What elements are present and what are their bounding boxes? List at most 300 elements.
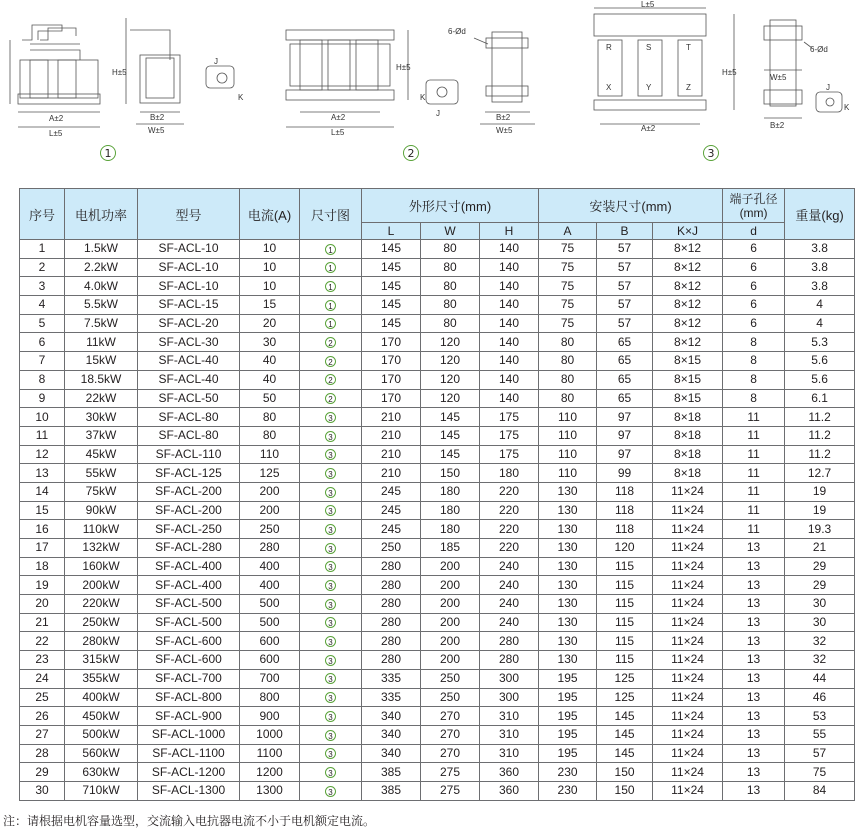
cell-L: 210 <box>362 408 421 427</box>
header-current: 电流(A) <box>240 189 300 240</box>
cell-power: 15kW <box>65 352 138 371</box>
cell-KxJ: 11×24 <box>653 744 723 763</box>
cell-B: 120 <box>597 539 653 558</box>
cell-d: 11 <box>723 426 785 445</box>
cell-weight: 21 <box>785 539 855 558</box>
cell-current: 40 <box>240 352 300 371</box>
cell-H: 360 <box>480 763 539 782</box>
cell-A: 80 <box>539 333 597 352</box>
cell-W: 150 <box>421 464 480 483</box>
cell-weight: 12.7 <box>785 464 855 483</box>
cell-H: 180 <box>480 464 539 483</box>
cell-d: 8 <box>723 333 785 352</box>
cell-KxJ: 11×24 <box>653 781 723 800</box>
cell-power: 75kW <box>65 482 138 501</box>
cell-d: 13 <box>723 781 785 800</box>
cell-power: 37kW <box>65 426 138 445</box>
cell-A: 75 <box>539 296 597 315</box>
dim-W-1: W±5 <box>148 126 165 135</box>
cell-power: 7.5kW <box>65 314 138 333</box>
cell-seq: 2 <box>20 258 65 277</box>
cell-power: 2.2kW <box>65 258 138 277</box>
cell-KxJ: 11×24 <box>653 576 723 595</box>
cell-seq: 7 <box>20 352 65 371</box>
dimension-drawings <box>0 0 859 170</box>
cell-seq: 30 <box>20 781 65 800</box>
header-weight: 重量(kg) <box>785 189 855 240</box>
cell-W: 250 <box>421 669 480 688</box>
dim-K-1: K <box>238 93 244 102</box>
dim-K-2: K <box>420 93 426 102</box>
cell-A: 230 <box>539 763 597 782</box>
cell-B: 115 <box>597 557 653 576</box>
cell-power: 400kW <box>65 688 138 707</box>
cell-current: 250 <box>240 520 300 539</box>
cell-KxJ: 11×24 <box>653 632 723 651</box>
cell-H: 140 <box>480 370 539 389</box>
drawing-ref-badge: 3 <box>325 543 336 554</box>
cell-drawing <box>300 445 362 464</box>
cell-B: 118 <box>597 482 653 501</box>
cell-current: 280 <box>240 539 300 558</box>
cell-d: 6 <box>723 240 785 259</box>
cell-current: 15 <box>240 296 300 315</box>
cell-B: 118 <box>597 520 653 539</box>
hole-label-2: 6-Ød <box>448 27 466 36</box>
cell-B: 65 <box>597 352 653 371</box>
cell-KxJ: 8×12 <box>653 314 723 333</box>
drawing-ref-badge: 3 <box>325 786 336 797</box>
cell-model: SF-ACL-10 <box>138 240 240 259</box>
cell-KxJ: 11×24 <box>653 688 723 707</box>
cell-model: SF-ACL-1300 <box>138 781 240 800</box>
drawing-ref-badge: 3 <box>325 748 336 759</box>
cell-current: 80 <box>240 408 300 427</box>
cell-model: SF-ACL-900 <box>138 707 240 726</box>
cell-weight: 19 <box>785 501 855 520</box>
cell-d: 13 <box>723 557 785 576</box>
cell-current: 80 <box>240 426 300 445</box>
drawing-ref-badge: 3 <box>325 636 336 647</box>
cell-H: 175 <box>480 408 539 427</box>
cell-W: 200 <box>421 632 480 651</box>
cell-W: 270 <box>421 744 480 763</box>
cell-weight: 32 <box>785 632 855 651</box>
cell-d: 6 <box>723 277 785 296</box>
cell-H: 300 <box>480 688 539 707</box>
cell-H: 140 <box>480 240 539 259</box>
cell-L: 145 <box>362 314 421 333</box>
cell-W: 200 <box>421 651 480 670</box>
cell-drawing <box>300 632 362 651</box>
drawing-ref-badge: 2 <box>325 356 336 367</box>
cell-KxJ: 11×24 <box>653 539 723 558</box>
dim-J-2: J <box>436 109 440 118</box>
cell-weight: 4 <box>785 296 855 315</box>
cell-seq: 21 <box>20 613 65 632</box>
cell-seq: 27 <box>20 725 65 744</box>
cell-L: 170 <box>362 333 421 352</box>
cell-d: 6 <box>723 314 785 333</box>
drawing-ref-badge: 2 <box>325 337 336 348</box>
cell-power: 90kW <box>65 501 138 520</box>
cell-H: 175 <box>480 445 539 464</box>
table-row <box>20 595 855 614</box>
table-row <box>20 370 855 389</box>
cell-L: 210 <box>362 426 421 445</box>
cell-seq: 13 <box>20 464 65 483</box>
cell-weight: 3.8 <box>785 240 855 259</box>
table-row <box>20 688 855 707</box>
cell-A: 80 <box>539 370 597 389</box>
cell-power: 500kW <box>65 725 138 744</box>
drawing-ref-badge: 3 <box>325 449 336 460</box>
drawing-1-side-view <box>112 18 244 135</box>
cell-drawing <box>300 370 362 389</box>
cell-current: 400 <box>240 557 300 576</box>
dim-L-3: L±5 <box>641 0 655 9</box>
cell-power: 5.5kW <box>65 296 138 315</box>
cell-weight: 75 <box>785 763 855 782</box>
cell-power: 4.0kW <box>65 277 138 296</box>
cell-current: 600 <box>240 651 300 670</box>
table-row <box>20 763 855 782</box>
cell-power: 55kW <box>65 464 138 483</box>
cell-seq: 14 <box>20 482 65 501</box>
cell-B: 57 <box>597 240 653 259</box>
cell-B: 115 <box>597 576 653 595</box>
dim-A-1: A±2 <box>49 114 64 123</box>
cell-seq: 1 <box>20 240 65 259</box>
cell-d: 11 <box>723 445 785 464</box>
cell-seq: 11 <box>20 426 65 445</box>
cell-KxJ: 8×12 <box>653 277 723 296</box>
cell-B: 57 <box>597 277 653 296</box>
cell-d: 11 <box>723 464 785 483</box>
cell-W: 120 <box>421 389 480 408</box>
table-row <box>20 651 855 670</box>
cell-KxJ: 11×24 <box>653 725 723 744</box>
table-row <box>20 445 855 464</box>
cell-drawing <box>300 296 362 315</box>
cell-model: SF-ACL-200 <box>138 482 240 501</box>
cell-weight: 30 <box>785 613 855 632</box>
cell-model: SF-ACL-40 <box>138 352 240 371</box>
cell-model: SF-ACL-30 <box>138 333 240 352</box>
terminal-X: X <box>606 83 612 92</box>
cell-A: 75 <box>539 277 597 296</box>
cell-B: 150 <box>597 763 653 782</box>
cell-W: 120 <box>421 352 480 371</box>
cell-W: 200 <box>421 576 480 595</box>
cell-d: 6 <box>723 296 785 315</box>
cell-model: SF-ACL-500 <box>138 595 240 614</box>
cell-KxJ: 8×12 <box>653 258 723 277</box>
cell-drawing <box>300 240 362 259</box>
cell-W: 270 <box>421 725 480 744</box>
cell-H: 310 <box>480 744 539 763</box>
cell-current: 10 <box>240 258 300 277</box>
cell-L: 280 <box>362 651 421 670</box>
cell-current: 1100 <box>240 744 300 763</box>
cell-seq: 20 <box>20 595 65 614</box>
cell-W: 80 <box>421 277 480 296</box>
cell-H: 140 <box>480 333 539 352</box>
cell-model: SF-ACL-50 <box>138 389 240 408</box>
dim-B-1: B±2 <box>150 113 165 122</box>
cell-KxJ: 11×24 <box>653 651 723 670</box>
cell-seq: 10 <box>20 408 65 427</box>
cell-W: 145 <box>421 445 480 464</box>
header-seq: 序号 <box>20 189 65 240</box>
table-row <box>20 539 855 558</box>
cell-d: 13 <box>723 576 785 595</box>
cell-model: SF-ACL-1200 <box>138 763 240 782</box>
cell-drawing <box>300 408 362 427</box>
cell-H: 240 <box>480 613 539 632</box>
cell-d: 13 <box>723 651 785 670</box>
cell-current: 1200 <box>240 763 300 782</box>
figure-label-2: 2 <box>403 145 419 161</box>
cell-current: 500 <box>240 613 300 632</box>
cell-d: 8 <box>723 352 785 371</box>
header-outer-dims: 外形尺寸(mm) <box>362 189 539 223</box>
cell-H: 140 <box>480 314 539 333</box>
table-row <box>20 632 855 651</box>
cell-current: 10 <box>240 277 300 296</box>
table-row <box>20 333 855 352</box>
dim-L-1: L±5 <box>49 129 63 138</box>
cell-current: 600 <box>240 632 300 651</box>
cell-A: 80 <box>539 389 597 408</box>
cell-W: 80 <box>421 258 480 277</box>
dim-B-2: B±2 <box>496 113 511 122</box>
table-row <box>20 501 855 520</box>
subheader-A: A <box>539 223 597 240</box>
cell-weight: 29 <box>785 557 855 576</box>
cell-seq: 23 <box>20 651 65 670</box>
cell-drawing <box>300 314 362 333</box>
cell-L: 335 <box>362 669 421 688</box>
drawing-ref-badge: 1 <box>325 281 336 292</box>
drawing-ref-badge: 3 <box>325 431 336 442</box>
cell-KxJ: 8×12 <box>653 333 723 352</box>
dim-H-2: H±5 <box>396 63 411 72</box>
table-row <box>20 557 855 576</box>
cell-A: 110 <box>539 445 597 464</box>
cell-A: 130 <box>539 651 597 670</box>
cell-A: 130 <box>539 557 597 576</box>
cell-W: 180 <box>421 482 480 501</box>
cell-H: 240 <box>480 557 539 576</box>
drawing-2-side-view <box>420 27 535 135</box>
table-row <box>20 707 855 726</box>
dim-A-2: A±2 <box>331 113 346 122</box>
cell-seq: 12 <box>20 445 65 464</box>
header-mount-dims: 安装尺寸(mm) <box>539 189 723 223</box>
drawing-ref-badge: 3 <box>325 524 336 535</box>
cell-L: 280 <box>362 576 421 595</box>
cell-KxJ: 8×15 <box>653 352 723 371</box>
cell-B: 115 <box>597 595 653 614</box>
table-row <box>20 520 855 539</box>
cell-W: 80 <box>421 240 480 259</box>
cell-H: 280 <box>480 632 539 651</box>
subheader-H: H <box>480 223 539 240</box>
subheader-W: W <box>421 223 480 240</box>
table-row <box>20 725 855 744</box>
header-terminal: 端子孔径(mm) <box>723 189 785 223</box>
cell-power: 22kW <box>65 389 138 408</box>
cell-L: 170 <box>362 389 421 408</box>
cell-power: 160kW <box>65 557 138 576</box>
drawing-1-front-view <box>10 25 100 138</box>
cell-H: 310 <box>480 725 539 744</box>
cell-W: 200 <box>421 613 480 632</box>
cell-H: 360 <box>480 781 539 800</box>
cell-KxJ: 11×24 <box>653 595 723 614</box>
cell-L: 280 <box>362 557 421 576</box>
cell-model: SF-ACL-500 <box>138 613 240 632</box>
cell-KxJ: 8×18 <box>653 464 723 483</box>
cell-L: 210 <box>362 464 421 483</box>
cell-L: 335 <box>362 688 421 707</box>
table-row <box>20 744 855 763</box>
cell-power: 45kW <box>65 445 138 464</box>
cell-H: 175 <box>480 426 539 445</box>
cell-KxJ: 8×15 <box>653 389 723 408</box>
cell-model: SF-ACL-1000 <box>138 725 240 744</box>
drawing-ref-badge: 3 <box>325 711 336 722</box>
cell-B: 97 <box>597 408 653 427</box>
cell-W: 185 <box>421 539 480 558</box>
header-power: 电机功率 <box>65 189 138 240</box>
dim-K-3: K <box>844 103 850 112</box>
cell-B: 145 <box>597 707 653 726</box>
drawing-ref-badge: 3 <box>325 412 336 423</box>
cell-d: 8 <box>723 389 785 408</box>
cell-drawing <box>300 352 362 371</box>
cell-L: 145 <box>362 277 421 296</box>
drawing-ref-badge: 3 <box>325 730 336 741</box>
drawing-ref-badge: 3 <box>325 617 336 628</box>
cell-seq: 6 <box>20 333 65 352</box>
cell-weight: 3.8 <box>785 277 855 296</box>
cell-drawing <box>300 520 362 539</box>
cell-drawing <box>300 688 362 707</box>
cell-drawing <box>300 426 362 445</box>
footnote: 注：请根据电机容量选型，交流输入电抗器电流不小于电机额定电流。 <box>3 814 376 828</box>
cell-current: 500 <box>240 595 300 614</box>
terminal-R: R <box>606 43 612 52</box>
cell-power: 280kW <box>65 632 138 651</box>
cell-KxJ: 11×24 <box>653 669 723 688</box>
cell-d: 13 <box>723 595 785 614</box>
cell-drawing <box>300 744 362 763</box>
drawing-ref-badge: 3 <box>325 655 336 666</box>
cell-power: 220kW <box>65 595 138 614</box>
cell-H: 300 <box>480 669 539 688</box>
cell-weight: 11.2 <box>785 445 855 464</box>
cell-B: 145 <box>597 725 653 744</box>
table-row <box>20 389 855 408</box>
cell-L: 385 <box>362 763 421 782</box>
cell-current: 20 <box>240 314 300 333</box>
cell-power: 1.5kW <box>65 240 138 259</box>
cell-model: SF-ACL-400 <box>138 557 240 576</box>
table-row <box>20 277 855 296</box>
cell-W: 80 <box>421 296 480 315</box>
cell-weight: 5.6 <box>785 370 855 389</box>
cell-seq: 18 <box>20 557 65 576</box>
cell-KxJ: 8×12 <box>653 296 723 315</box>
cell-current: 900 <box>240 707 300 726</box>
cell-drawing <box>300 389 362 408</box>
cell-model: SF-ACL-125 <box>138 464 240 483</box>
cell-seq: 15 <box>20 501 65 520</box>
table-row <box>20 296 855 315</box>
cell-H: 140 <box>480 296 539 315</box>
cell-W: 80 <box>421 314 480 333</box>
figure-label-1: 1 <box>100 145 116 161</box>
cell-L: 340 <box>362 707 421 726</box>
table-row <box>20 408 855 427</box>
cell-model: SF-ACL-80 <box>138 426 240 445</box>
cell-current: 40 <box>240 370 300 389</box>
cell-A: 75 <box>539 258 597 277</box>
cell-A: 195 <box>539 725 597 744</box>
cell-drawing <box>300 669 362 688</box>
cell-weight: 5.6 <box>785 352 855 371</box>
cell-seq: 19 <box>20 576 65 595</box>
drawing-ref-badge: 2 <box>325 393 336 404</box>
cell-L: 280 <box>362 595 421 614</box>
terminal-T: T <box>686 43 691 52</box>
cell-model: SF-ACL-10 <box>138 258 240 277</box>
cell-B: 115 <box>597 651 653 670</box>
cell-KxJ: 11×24 <box>653 520 723 539</box>
cell-A: 110 <box>539 426 597 445</box>
cell-seq: 4 <box>20 296 65 315</box>
cell-current: 1000 <box>240 725 300 744</box>
cell-current: 1300 <box>240 781 300 800</box>
dim-J-1: J <box>214 57 218 66</box>
cell-W: 250 <box>421 688 480 707</box>
dim-A-3: A±2 <box>641 124 656 133</box>
cell-H: 140 <box>480 258 539 277</box>
cell-model: SF-ACL-1100 <box>138 744 240 763</box>
cell-model: SF-ACL-250 <box>138 520 240 539</box>
drawing-ref-badge: 3 <box>325 580 336 591</box>
cell-current: 200 <box>240 482 300 501</box>
cell-B: 118 <box>597 501 653 520</box>
dim-H-1: H±5 <box>112 68 127 77</box>
cell-d: 6 <box>723 258 785 277</box>
cell-L: 145 <box>362 240 421 259</box>
drawing-ref-badge: 3 <box>325 692 336 703</box>
cell-L: 170 <box>362 352 421 371</box>
cell-B: 145 <box>597 744 653 763</box>
cell-model: SF-ACL-800 <box>138 688 240 707</box>
table-row <box>20 781 855 800</box>
cell-seq: 22 <box>20 632 65 651</box>
cell-current: 200 <box>240 501 300 520</box>
cell-current: 110 <box>240 445 300 464</box>
hole-label-3: 6-Ød <box>810 45 828 54</box>
table-row <box>20 482 855 501</box>
cell-B: 115 <box>597 632 653 651</box>
cell-H: 280 <box>480 651 539 670</box>
